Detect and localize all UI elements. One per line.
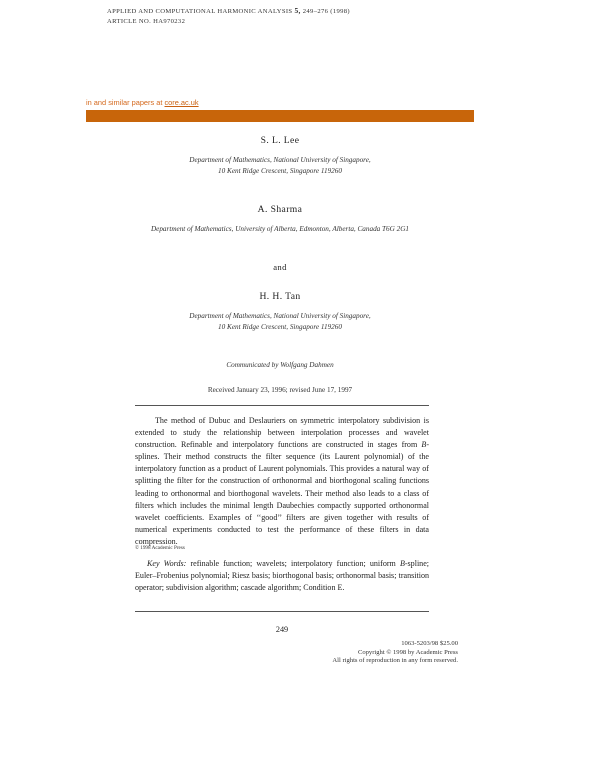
author-name-1: S. L. Lee xyxy=(260,135,300,146)
abstract xyxy=(135,415,429,548)
author-name-2: A. Sharma xyxy=(257,204,303,215)
core-link[interactable]: core.ac.uk xyxy=(164,98,199,107)
communicated-by: Communicated by Wolfgang Dahmen xyxy=(226,361,334,369)
author-conjunction: and xyxy=(273,262,287,272)
core-banner-text: in and similar papers at xyxy=(86,98,163,107)
affiliation-line: 10 Kent Ridge Crescent, Singapore 119260 xyxy=(218,167,342,175)
affiliation-line: Department of Mathematics, National University of Singapore, xyxy=(189,312,371,320)
keywords-bottom-rule xyxy=(135,611,429,612)
publisher-footer xyxy=(300,640,458,666)
journal-name: APPLIED AND COMPUTATIONAL HARMONIC ANALYSIS xyxy=(107,8,293,15)
core-banner-bar xyxy=(86,110,474,122)
journal-pages-year: 249–276 (1998) xyxy=(302,8,350,15)
keywords xyxy=(135,558,429,594)
affiliation-line: 10 Kent Ridge Crescent, Singapore 119260 xyxy=(218,323,342,331)
publisher-copyright: Copyright © 1998 by Academic Press xyxy=(357,648,458,656)
abstract-copyright: © 1998 Academic Press xyxy=(135,545,185,551)
author-affiliation-2 xyxy=(86,224,474,235)
author-name-3: H. H. Tan xyxy=(259,291,301,302)
affiliation-line: Department of Mathematics, National University of Singapore, xyxy=(189,156,371,164)
author-affiliation-1 xyxy=(86,155,474,177)
keywords-text: Key Words: refinable function; wavelets; interpolatory function; uniform B-spline; Euler–Frobenius polynomial; Riesz basis; biorthogonal basis; orthonormal basis; transition operator; subdivision algorithm; cascade algorithm; Condition E. xyxy=(135,559,430,593)
journal-citation xyxy=(107,6,350,17)
abstract-top-rule xyxy=(135,405,429,406)
affiliation-line: Department of Mathematics, University of Alberta, Edmonton, Alberta, Canada T6G 2G1 xyxy=(150,225,410,233)
keywords-label: Key Words: xyxy=(147,559,187,568)
article-number: ARTICLE NO. HA970232 xyxy=(107,18,186,25)
page-number: 249 xyxy=(275,625,289,634)
author-affiliation-3 xyxy=(86,311,474,333)
core-banner xyxy=(86,98,199,107)
received-date: Received January 23, 1996; revised June 17, 1997 xyxy=(207,386,353,394)
journal-header xyxy=(107,6,350,27)
journal-volume: 5, xyxy=(294,6,301,15)
price-code: 1063-5203/98 $25.00 xyxy=(401,640,458,647)
abstract-text: The method of Dubuc and Deslauriers on symmetric interpolatory subdivision is extended to study the relationship between interpolation processes and wavelet construction. Refinable and interpolatory functions are constructed in stages from B-splines. Their method constructs the filter sequence (its Laurent polynomial) of the interpolatory function as a product of Laurent polynomials. This provides a natural way of splitting the filter for the construction of orthonormal and biorthogonal scaling functions leading to orthonormal and biorthogonal wavelets. Their method also leads to a class of filters which includes the minimal length Daubechies compactly supported orthonormal wavelet coefficients. Examples of ‘‘good’’ filters are given together with results of numerical experiments conducted to test the performance of these filters in data compression. xyxy=(135,416,429,546)
rights-statement: All rights of reproduction in any form reserved. xyxy=(332,657,458,665)
